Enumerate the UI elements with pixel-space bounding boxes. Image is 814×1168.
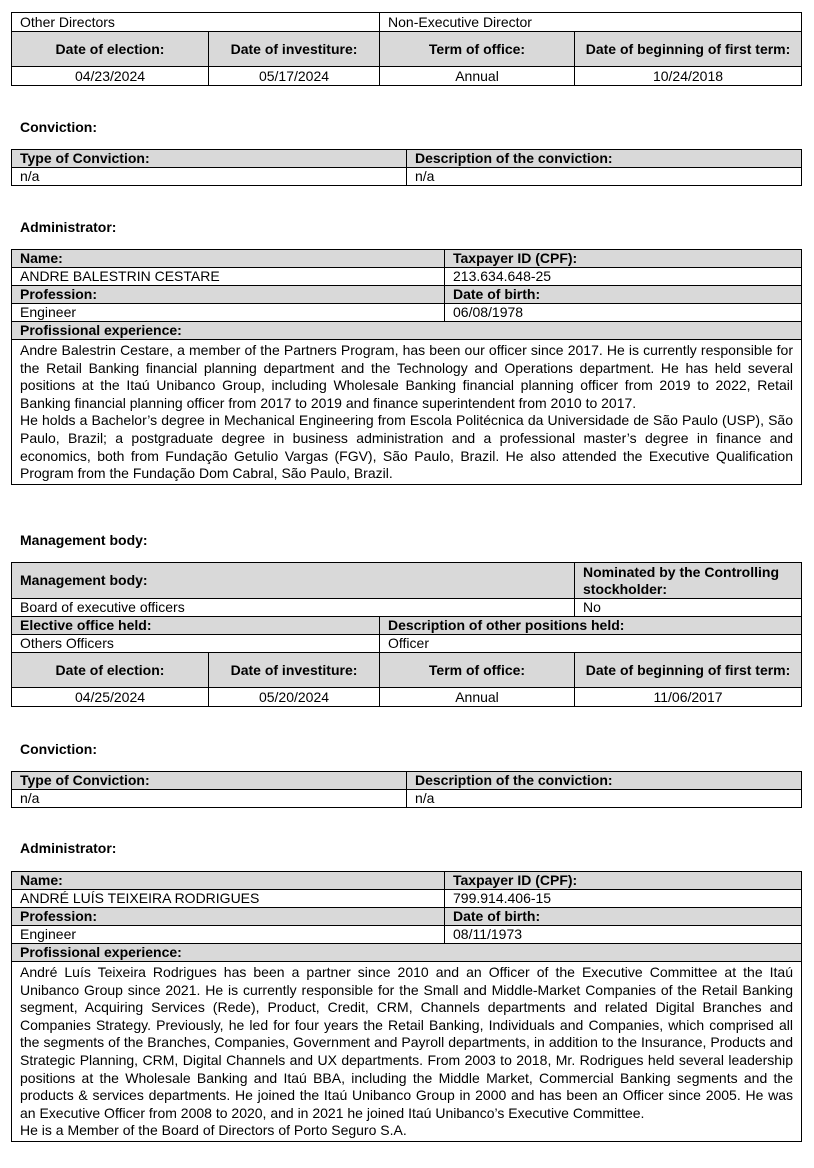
cpf-label: Taxpayer ID (CPF): <box>445 250 802 268</box>
conviction-heading: Conviction: <box>20 741 97 757</box>
elective-office-label: Elective office held: <box>12 617 380 635</box>
name-value: ANDRE BALESTRIN CESTARE <box>12 268 445 286</box>
elective-office-value: Others Officers <box>12 635 380 653</box>
management-body-heading: Management body: <box>20 532 148 548</box>
election-date-header: Date of election: <box>12 653 209 688</box>
administrator-heading: Administrator: <box>20 840 117 856</box>
experience-label: Profissional experience: <box>12 944 802 962</box>
conviction-description-header: Description of the conviction: <box>407 150 802 168</box>
conviction-type-value: n/a <box>12 168 407 186</box>
election-date-value: 04/23/2024 <box>12 67 209 86</box>
cpf-value: 213.634.648-25 <box>445 268 802 286</box>
conviction-type-header: Type of Conviction: <box>12 772 407 790</box>
investiture-date-header: Date of investiture: <box>209 653 380 688</box>
cpf-label: Taxpayer ID (CPF): <box>445 872 802 890</box>
director-term-table <box>11 12 802 86</box>
election-date-value: 04/25/2024 <box>12 688 209 707</box>
nominated-value: No <box>575 599 802 617</box>
experience-paragraph: Andre Balestrin Cestare, a member of the Partners Program, has been our officer since 2017. He is currently responsible for the Retail Banking financial planning department and the Technology and Operations department. He has held several positions at the Itaú Unibanco Group, including Wholesale Banking financial planning officer from 2019 to 2022, Retail Banking financial planning officer from 2017 to 2019 and finance superintendent from 2010 to 2017. <box>20 342 793 411</box>
administrator-table <box>11 249 802 485</box>
conviction-type-header: Type of Conviction: <box>12 150 407 168</box>
name-label: Name: <box>12 250 445 268</box>
profession-value: Engineer <box>12 926 445 944</box>
conviction-heading: Conviction: <box>20 119 97 135</box>
first-term-value: 10/24/2018 <box>575 67 802 86</box>
conviction-description-value: n/a <box>407 790 802 808</box>
name-label: Name: <box>12 872 445 890</box>
management-body-value: Board of executive officers <box>12 599 575 617</box>
experience-text <box>12 962 802 1142</box>
other-positions-label: Description of other positions held: <box>380 617 802 635</box>
investiture-date-header: Date of investiture: <box>209 32 380 67</box>
name-value: ANDRÉ LUÍS TEIXEIRA RODRIGUES <box>12 890 445 908</box>
experience-label: Profissional experience: <box>12 322 802 340</box>
conviction-description-header: Description of the conviction: <box>407 772 802 790</box>
first-term-header: Date of beginning of first term: <box>575 32 802 67</box>
first-term-header: Date of beginning of first term: <box>575 653 802 688</box>
term-office-header: Term of office: <box>380 653 575 688</box>
conviction-type-value: n/a <box>12 790 407 808</box>
investiture-date-value: 05/17/2024 <box>209 67 380 86</box>
administrator-table <box>11 871 802 1142</box>
experience-text <box>12 340 802 485</box>
experience-paragraph: He holds a Bachelor’s degree in Mechanical Engineering from Escola Politécnica da Universidade de São Paulo (USP), São Paulo, Brazil; a postgraduate degree in business administration and a professional master’s degree in finance and economics, both from Fundação Getulio Vargas (FGV), São Paulo, Brazil. He also attended the Executive Qualification Program from the Fundação Dom Cabral, São Paulo, Brazil. <box>20 412 793 482</box>
election-date-header: Date of election: <box>12 32 209 67</box>
nominated-label: Nominated by the Controlling stockholder: <box>575 563 802 599</box>
experience-paragraph: André Luís Teixeira Rodrigues has been a partner since 2010 and an Officer of the Executive Committee at the Itaú Unibanco Group since 2021. He is currently responsible for the Small and Middle-Market Companies of the Retail Banking segment, Acquiring Services (Rede), Product, Credit, CRM, Channels departments and related Digital Branches and Companies Strategy. Previously, he led for four years the Retail Banking, Individuals and Companies, which comprised all the segments of the Branches, Companies, Government and Payroll departments, in addition to the Insurance, Products and Strategic Planning, CRM, Digital Channels and UX departments. From 2003 to 2018, Mr. Rodrigues held several leadership positions at the Wholesale Banking and Itaú BBA, including the Middle Market, Commercial Banking segments and the products & services departments. He joined the Itaú Unibanco Group in 2000 and has been an Officer since 2005. He was an Executive Officer from 2008 to 2020, and in 2021 he joined Itaú Unibanco’s Executive Committee. <box>20 964 793 1121</box>
first-term-value: 11/06/2017 <box>575 688 802 707</box>
conviction-table <box>11 771 802 808</box>
dob-value: 08/11/1973 <box>445 926 802 944</box>
position-cell: Non-Executive Director <box>380 13 802 32</box>
category-cell: Other Directors <box>12 13 380 32</box>
conviction-description-value: n/a <box>407 168 802 186</box>
other-positions-value: Officer <box>380 635 802 653</box>
dob-value: 06/08/1978 <box>445 304 802 322</box>
administrator-heading: Administrator: <box>20 219 117 235</box>
dob-label: Date of birth: <box>445 908 802 926</box>
profession-value: Engineer <box>12 304 445 322</box>
term-office-value: Annual <box>380 688 575 707</box>
dob-label: Date of birth: <box>445 286 802 304</box>
term-office-value: Annual <box>380 67 575 86</box>
profession-label: Profession: <box>12 908 445 926</box>
management-body-table <box>11 562 802 707</box>
management-body-label: Management body: <box>12 563 575 599</box>
profession-label: Profession: <box>12 286 445 304</box>
term-office-header: Term of office: <box>380 32 575 67</box>
experience-paragraph: He is a Member of the Board of Directors of Porto Seguro S.A. <box>20 1122 407 1139</box>
conviction-table <box>11 149 802 186</box>
cpf-value: 799.914.406-15 <box>445 890 802 908</box>
investiture-date-value: 05/20/2024 <box>209 688 380 707</box>
